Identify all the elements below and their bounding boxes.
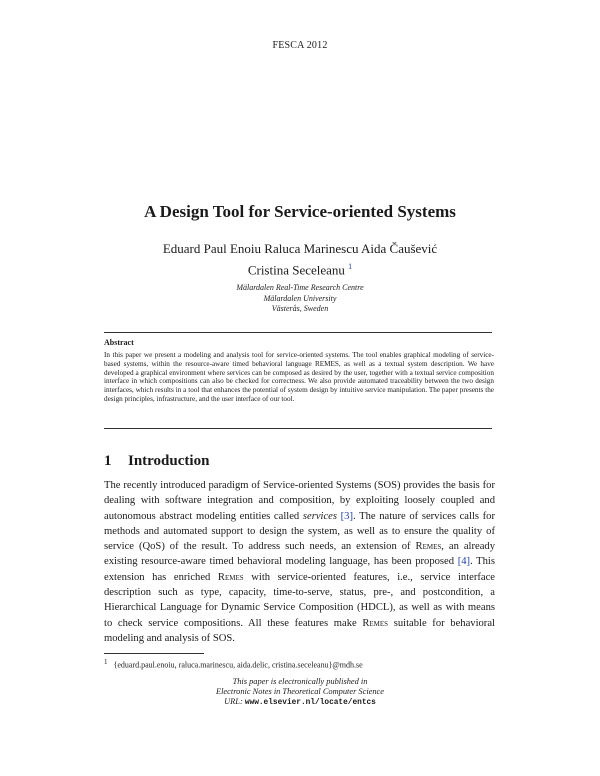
- text-run: suitable for behavioral modeling and analysis of SOS.: [104, 617, 495, 644]
- url-label: URL:: [224, 697, 243, 706]
- publication-line: Electronic Notes in Theoretical Computer Science: [215, 687, 384, 696]
- citation-link-4[interactable]: [4]: [457, 556, 471, 568]
- affiliation-line: Mälardalen Real-Time Research Centre: [236, 283, 364, 292]
- publication-url-link[interactable]: www.elsevier.nl/locate/entcs: [244, 699, 376, 707]
- affiliation: [0, 283, 600, 315]
- publication-note: [0, 677, 600, 708]
- author-list: [0, 240, 600, 279]
- footnote-ref-link[interactable]: 1: [348, 262, 353, 271]
- intro-paragraph: [104, 478, 495, 646]
- affiliation-line: Västerås, Sweden: [271, 304, 329, 313]
- footnote-text: {eduard.paul.enoiu, raluca.marinescu, aida.delic, cristina.seceleanu}@mdh.se: [113, 660, 363, 670]
- text-run: with service-oriented features, i.e., service interface description such as type, capacity, time-to-serve, status, pre-, and postcondition, a Hierarchical Language for Dynamic Service Composition (HDCL), as well as with means to check service compositions. All these features make: [104, 571, 495, 629]
- remes-term: Remes: [362, 617, 389, 629]
- text-run: . The nature of services calls for methods and automated support to design the system, as well as to ensure the quality of service (QoS) of the result. To address such needs, an extension of: [104, 510, 496, 553]
- affiliation-line: Mälardalen University: [263, 293, 337, 303]
- text-run: . This extension has enriched: [104, 556, 495, 583]
- text-run: , an already existing resource-aware timed behavioral modeling language, has been proposed: [104, 541, 495, 568]
- abstract-heading: Abstract: [104, 338, 134, 347]
- footnote-rule: [104, 653, 204, 654]
- emphasis-services: services: [302, 510, 337, 522]
- citation-link-3[interactable]: [3]: [340, 510, 354, 522]
- paper-title: A Design Tool for Service-oriented Systems: [144, 202, 456, 221]
- footnote: [104, 658, 363, 670]
- text-run: The recently introduced paradigm of Service-oriented Systems (SOS) provides the basis for dealing with software integration and composition, by exploiting loosely coupled and autonomous abstract modeling entities called: [104, 480, 495, 522]
- abstract-top-rule: [104, 332, 492, 333]
- section-number: 1: [104, 453, 112, 469]
- authors-line-2: [0, 258, 600, 279]
- publication-url-line: [0, 697, 600, 708]
- publication-line: This paper is electronically published in: [232, 677, 368, 686]
- remes-term: Remes: [217, 571, 244, 583]
- abstract-text: In this paper we present a modeling and analysis tool for service-oriented systems. The tool enables graphical modeling of service-based systems, within the resource-aware timed behavioral language REMES, as well as a textual system description. We have developed a graphical environment where services can be composed as desired by the user, together with a textual service composition interface in which compositions can also be checked for correctness. We also provide automated traceability between the two design interfaces, which results in a tool that enhances the potential of system design by intuitive service manipulation. The paper presents the design principles, infrastructure, and the user interface of our tool.: [104, 351, 494, 403]
- footnote-mark: 1: [104, 658, 108, 666]
- section-heading: [104, 453, 209, 470]
- remes-term: Remes: [415, 541, 442, 553]
- authors-line-1: Eduard Paul Enoiu Raluca Marinescu Aida Čaušević: [162, 241, 438, 256]
- abstract-bottom-rule: [104, 428, 492, 429]
- section-title: Introduction: [128, 453, 210, 469]
- author-name: Cristina Seceleanu: [247, 262, 345, 278]
- venue-header: FESCA 2012: [272, 40, 328, 51]
